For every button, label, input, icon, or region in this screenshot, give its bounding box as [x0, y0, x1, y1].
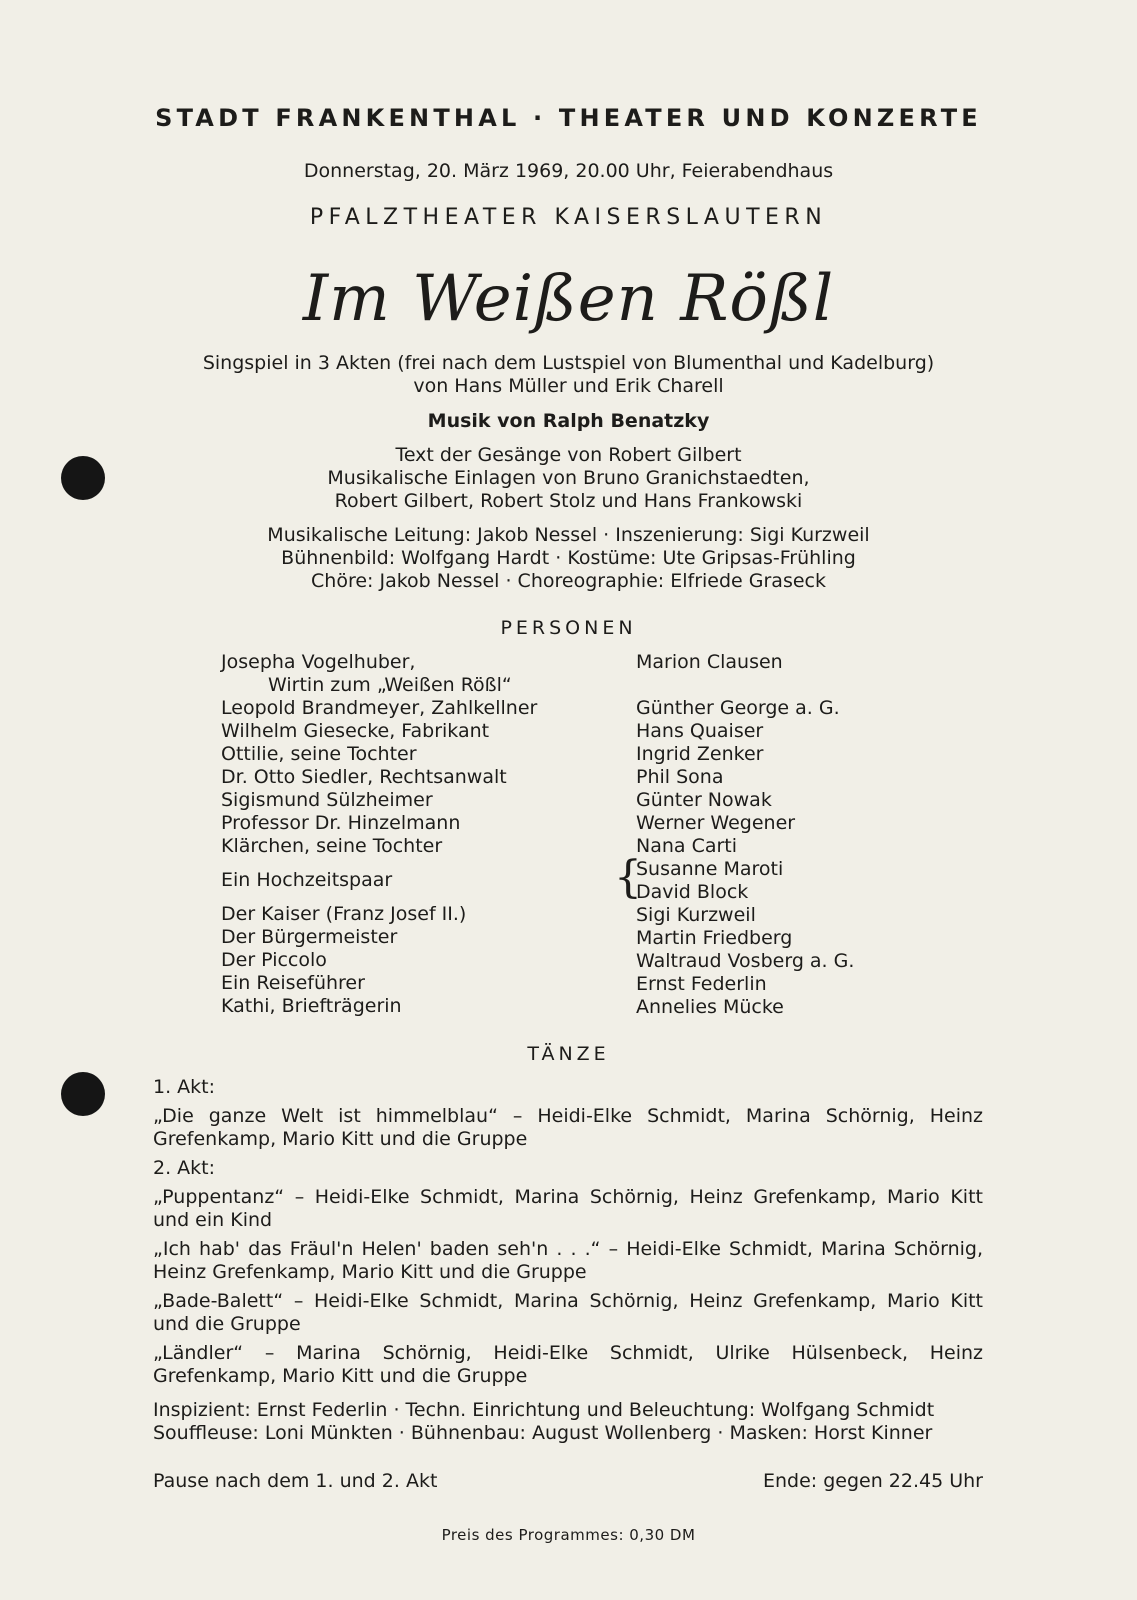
cast-actor: Hans Quaiser	[636, 720, 764, 742]
cast-role: Leopold Brandmeyer, Zahlkellner	[221, 697, 538, 719]
subtitle-block	[0, 352, 1137, 398]
cast-role: Ein Reiseführer	[221, 972, 365, 994]
lyrics-credits	[0, 444, 1137, 513]
cast-actor: Martin Friedberg	[636, 927, 793, 949]
pause-note: Pause nach dem 1. und 2. Akt	[153, 1470, 438, 1492]
cast-role: Der Bürgermeister	[221, 926, 398, 948]
performance-dateline: Donnerstag, 20. März 1969, 20.00 Uhr, Feierabendhaus	[303, 160, 834, 182]
crew-line: Souffleuse: Loni Münkten · Bühnenbau: August Wollenberg · Masken: Horst Kinner	[153, 1422, 933, 1444]
dance-entry: „Ich hab' das Fräul'n Helen' baden seh'n . . .“ – Heidi-Elke Schmidt, Marina Schörnig, Heinz Grefenkamp, Mario Kitt und die Gruppe	[153, 1238, 983, 1283]
cast-actor: Waltraud Vosberg a. G.	[636, 950, 855, 972]
cast-role: Wilhelm Giesecke, Fabrikant	[221, 720, 490, 742]
end-time: Ende: gegen 22.45 Uhr	[762, 1470, 983, 1492]
cast-actor: Günter Nowak	[636, 789, 772, 811]
dance-entry: „Puppentanz“ – Heidi-Elke Schmidt, Marina Schörnig, Heinz Grefenkamp, Mario Kitt und ein Kind	[153, 1186, 983, 1231]
cast-actor: Phil Sona	[636, 766, 724, 788]
cast-role: Ottilie, seine Tochter	[221, 743, 417, 765]
cast-actor	[636, 674, 996, 697]
cast-role: Klärchen, seine Tochter	[221, 835, 443, 857]
act-label: 2. Akt:	[153, 1157, 216, 1179]
crew-credits	[153, 1399, 983, 1445]
taenze-heading: TÄNZE	[527, 1043, 610, 1065]
cast-role: Professor Dr. Hinzelmann	[221, 812, 461, 834]
cast-actor: Susanne Maroti	[636, 858, 784, 880]
cast-role: Kathi, Briefträgerin	[221, 995, 402, 1017]
lyrics-line: Robert Gilbert, Robert Stolz und Hans Frankowski	[334, 490, 803, 512]
cast-role: Der Kaiser (Franz Josef II.)	[221, 903, 467, 925]
punch-hole	[61, 1072, 105, 1116]
crew-line: Inspizient: Ernst Federlin · Techn. Einrichtung und Beleuchtung: Wolfgang Schmidt	[153, 1399, 935, 1421]
staff-line: Musikalische Leitung: Jakob Nessel · Inszenierung: Sigi Kurzweil	[267, 524, 870, 546]
personen-heading: PERSONEN	[500, 617, 637, 639]
cast-actors-column	[636, 651, 996, 1019]
subtitle-line: von Hans Müller und Erik Charell	[413, 375, 724, 397]
cast-role: Sigismund Sülzheimer	[221, 789, 433, 811]
cast-role: Josepha Vogelhuber,	[221, 651, 416, 673]
cast-actor: Ernst Federlin	[636, 973, 767, 995]
staff-credits	[0, 524, 1137, 593]
program-price: Preis des Programmes: 0,30 DM	[441, 1526, 696, 1544]
dance-entry: „Die ganze Welt ist himmelblau“ – Heidi-Elke Schmidt, Marina Schörnig, Heinz Grefenkamp, Mario Kitt und die Gruppe	[153, 1105, 983, 1150]
cast-actor: Marion Clausen	[636, 651, 783, 673]
cast-role: Ein Hochzeitspaar	[221, 869, 393, 891]
cast-actor: Werner Wegener	[636, 812, 796, 834]
play-title: Im Weißen Rößl	[302, 262, 835, 336]
act-label: 1. Akt:	[153, 1076, 216, 1098]
cast-actor: Sigi Kurzweil	[636, 904, 756, 926]
program-header: STADT FRANKENTHAL · THEATER UND KONZERTE	[155, 104, 982, 132]
dance-entry: „Ländler“ – Marina Schörnig, Heidi-Elke Schmidt, Ulrike Hülsenbeck, Heinz Grefenkamp, Mario Kitt und die Gruppe	[153, 1342, 983, 1387]
cast-actor: Günther George a. G.	[636, 697, 840, 719]
cast-role: Dr. Otto Siedler, Rechtsanwalt	[221, 766, 507, 788]
cast-actor: Annelies Mücke	[636, 996, 784, 1018]
brace-mark: {	[614, 852, 642, 903]
lyrics-line: Text der Gesänge von Robert Gilbert	[395, 444, 742, 466]
theater-name: PFALZTHEATER KAISERSLAUTERN	[309, 205, 828, 230]
cast-roles-column	[221, 651, 621, 1018]
cast-role: Der Piccolo	[221, 949, 327, 971]
cast-actor: Nana Carti	[636, 835, 738, 857]
music-credit: Musik von Ralph Benatzky	[427, 410, 710, 432]
lyrics-line: Musikalische Einlagen von Bruno Granichstaedten,	[327, 467, 810, 489]
cast-role: Wirtin zum „Weißen Rößl“	[268, 674, 512, 696]
cast-actor: David Block	[636, 881, 749, 903]
dances-list	[153, 1070, 983, 1394]
cast-actor: Ingrid Zenker	[636, 743, 764, 765]
staff-line: Bühnenbild: Wolfgang Hardt · Kostüme: Ute Gripsas-Frühling	[281, 547, 856, 569]
dance-entry: „Bade-Balett“ – Heidi-Elke Schmidt, Marina Schörnig, Heinz Grefenkamp, Mario Kitt und die Gruppe	[153, 1290, 983, 1335]
staff-line: Chöre: Jakob Nessel · Choreographie: Elfriede Graseck	[311, 570, 826, 592]
pause-row	[153, 1470, 983, 1493]
subtitle-line: Singspiel in 3 Akten (frei nach dem Lustspiel von Blumenthal und Kadelburg)	[202, 352, 935, 374]
